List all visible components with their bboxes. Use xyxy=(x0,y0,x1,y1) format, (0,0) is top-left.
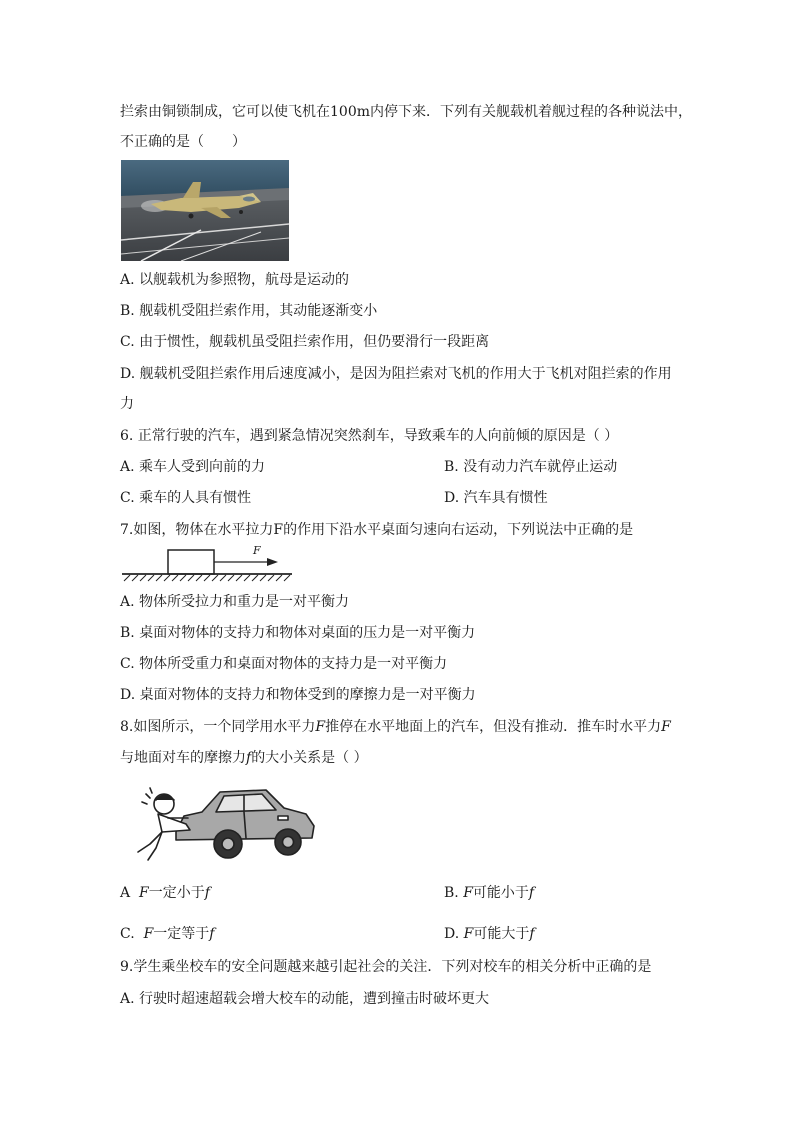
block-force-diagram xyxy=(120,540,296,584)
q8-option-b xyxy=(444,883,534,903)
var-F: F xyxy=(139,885,149,901)
q6-option-c: C. 乘车的人具有惯性 xyxy=(120,490,252,506)
option-text: 一定等于 xyxy=(153,926,210,942)
q7-option-c: C. 物体所受重力和桌面对物体的支持力是一对平衡力 xyxy=(120,656,448,672)
var-F: F xyxy=(463,926,474,942)
q6-option-a: A. 乘车人受到向前的力 xyxy=(120,459,266,475)
q8-stem-part: 与地面对车的摩擦力 xyxy=(120,750,246,766)
var-F: F xyxy=(143,926,154,942)
q9-stem: 9.学生乘坐校车的安全问题越来越引起社会的关注．下列对校车的相关分析中正确的是 xyxy=(120,959,652,975)
q8-stem-part: 8.如图所示，一个同学用水平力 xyxy=(120,719,316,735)
q8-option-a xyxy=(120,883,210,903)
q5-option-c: C. 由于惯性，舰载机虽受阻拦索作用，但仍要滑行一段距离 xyxy=(120,334,490,350)
var-F: F xyxy=(315,719,326,735)
q6-option-b: B. 没有动力汽车就停止运动 xyxy=(444,459,618,475)
q8-stem-part: 推停在水平地面上的汽车，但没有推动．推车时水平力 xyxy=(325,719,662,735)
var-f: f xyxy=(529,926,535,942)
q7-option-b: B. 桌面对物体的支持力和物体对桌面的压力是一对平衡力 xyxy=(120,625,476,641)
aircraft-carrier-photo xyxy=(121,160,289,261)
q5-option-d-wrap: 力 xyxy=(120,396,134,412)
q9-option-a: A. 行驶时超速超载会增大校车的动能，遭到撞击时破坏更大 xyxy=(120,991,490,1007)
option-text: 一定小于 xyxy=(148,885,205,901)
q5-stem-line1: 拦索由铜锁制成，它可以使飞机在100m内停下来．下列有关舰载机着舰过程的各种说法中， xyxy=(120,104,692,120)
var-f: f xyxy=(246,750,252,766)
force-label: F xyxy=(253,544,261,557)
var-f: f xyxy=(209,926,215,942)
var-f: f xyxy=(204,885,210,901)
q5-option-d: D. 舰载机受阻拦索作用后速度减小，是因为阻拦索对飞机的作用大于飞机对阻拦索的作用 xyxy=(120,366,672,382)
q8-option-d xyxy=(444,924,535,944)
q8-stem-part: 的大小关系是（ ） xyxy=(251,750,368,766)
boy-pushing-car-illustration xyxy=(128,782,318,864)
q7-option-a: A. 物体所受拉力和重力是一对平衡力 xyxy=(120,594,350,610)
q8-option-c xyxy=(120,924,214,944)
q8-stem-line1 xyxy=(120,717,671,737)
q5-option-a: A. 以舰载机为参照物，航母是运动的 xyxy=(120,272,350,288)
var-f: f xyxy=(528,885,535,901)
q8-stem-line2 xyxy=(120,748,368,768)
option-text: 可能小于 xyxy=(472,885,529,901)
var-F: F xyxy=(661,719,671,735)
option-letter: C. xyxy=(120,926,135,942)
q7-option-d: D. 桌面对物体的支持力和物体受到的摩擦力是一对平衡力 xyxy=(120,687,476,703)
q7-stem: 7.如图，物体在水平拉力F的作用下沿水平桌面匀速向右运动，下列说法中正确的是 xyxy=(120,522,634,538)
q5-stem-line2: 不正确的是（ ） xyxy=(120,134,246,150)
option-text: 可能大于 xyxy=(473,926,530,942)
var-F: F xyxy=(463,885,473,901)
option-letter: B. xyxy=(444,885,459,901)
q6-option-d: D. 汽车具有惯性 xyxy=(444,490,548,506)
q5-option-b: B. 舰载机受阻拦索作用，其动能逐渐变小 xyxy=(120,303,378,319)
q6-stem: 6. 正常行驶的汽车，遇到紧急情况突然刹车，导致乘车的人向前倾的原因是（ ） xyxy=(120,428,619,444)
option-letter: A xyxy=(120,885,131,901)
option-letter: D. xyxy=(444,926,460,942)
